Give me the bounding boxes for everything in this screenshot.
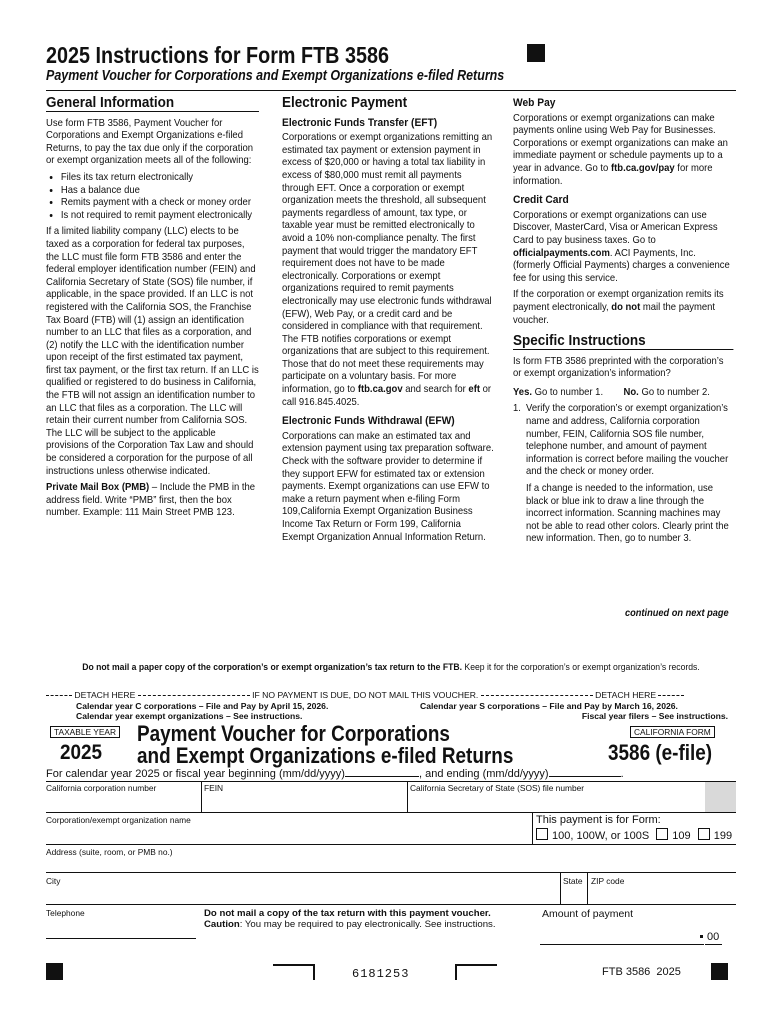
item-1-text-2: If a change is needed to the information, use black or blue ink to draw a line through the incorrect information. Scanning machines may not be able to read other colors. Clearly print the new information. Then, go to number 3. [526,483,729,545]
yes-text: Go to number 1. [531,386,604,398]
sos-file-number-label: California Secretary of State (SOS) file number [410,783,585,793]
registration-mark-right [711,963,728,980]
header-rule [46,90,736,91]
remit-bold: do not [611,301,641,313]
remit-paragraph [513,289,733,327]
eft-text-2: and search for [402,384,469,396]
general-information-column [46,97,259,524]
electronic-payment-heading: Electronic Payment [282,95,408,111]
grid-line [46,872,736,873]
taxable-year: 2025 [60,741,103,764]
payment-form-selector [536,814,732,842]
grid-line [560,872,561,904]
warning-block [204,908,496,930]
notice-bold: Do not mail a paper copy of the corporation’s or exempt organization’s tax return to the FTB. [82,662,463,673]
grid-line [201,781,202,812]
cents-underline [705,944,722,945]
decimal-point [700,935,703,938]
no-label: No. [623,386,639,398]
zip-code-label: ZIP code [591,876,625,886]
detach-here-right: DETACH HERE [595,690,657,700]
form-199-checkbox[interactable] [698,828,710,840]
calendar-exempt-note: Calendar year exempt organizations – See instructions. [76,711,303,721]
telephone-label: Telephone [46,908,85,918]
yes-label: Yes. [513,386,532,398]
instruction-item-1 [513,403,733,546]
web-pay-column [513,97,733,550]
detach-line [46,690,736,700]
yes-no-line [513,387,733,400]
corporation-number-label: California corporation number [46,783,157,793]
voucher-title [137,723,513,767]
period-start-field[interactable] [345,776,419,777]
page-subtitle: Payment Voucher for Corporations and Exempt Organizations e-filed Returns [46,68,505,84]
list-item: • Files its tax return electronically [61,172,259,185]
continued-note: continued on next page [625,607,729,619]
form-109-checkbox[interactable] [656,828,668,840]
eft-text-3: or call 916.845.4025. [282,384,492,408]
general-intro: Use form FTB 3586, Payment Voucher for Corporations and Exempt Organizations e-filed Returns, to pay the tax due only if the corporation or exempt organization meets all of the following: [46,117,253,167]
form-109-label: 109 [672,830,691,842]
web-pay-text-2: for more information. [513,162,713,187]
fein-field[interactable] [204,794,404,811]
california-form-label: CALIFORNIA FORM [630,726,715,738]
shaded-box [705,782,736,812]
fein-label: FEIN [204,783,224,793]
web-pay-heading: Web Pay [513,97,556,109]
grid-line [46,844,736,845]
remit-text: If the corporation or exempt organization remits its payment electronically, [513,289,724,313]
grid-line [46,904,736,905]
city-field[interactable] [46,886,558,903]
corporation-number-field[interactable] [46,794,200,811]
credit-card-heading: Credit Card [513,194,569,207]
list-item: • Remits payment with a check or money order [61,197,259,210]
address-field[interactable] [46,857,736,871]
amount-field[interactable] [540,930,704,945]
web-pay-paragraph [513,113,733,189]
scan-code: 6181253 [352,967,410,981]
state-label: State [563,876,583,886]
pmb-paragraph [46,482,259,520]
scan-bracket-left [273,964,315,980]
pmb-label: Private Mail Box (PMB) [46,482,150,494]
scan-bracket-right [455,964,497,980]
calendar-s-note: Calendar year S corporations – File and Pay by March 16, 2026. [420,701,678,711]
page-title: 2025 Instructions for Form FTB 3586 [46,42,389,68]
tax-period-line[interactable] [46,768,624,780]
payment-form-options [536,828,732,842]
grid-line [46,812,736,813]
state-field[interactable] [563,886,586,903]
form-199-label: 199 [713,830,733,842]
specific-instructions-heading: Specific Instructions [513,335,733,350]
list-item: • Is not required to remit payment electronically [61,210,259,223]
requirements-list [46,172,259,222]
ftb-link[interactable]: ftb.ca.gov [357,384,403,396]
warning-text: Do not mail a copy of the tax return with this payment voucher. [204,908,491,919]
list-item: • Has a balance due [61,185,259,198]
detach-here-left: DETACH HERE [74,690,136,700]
do-not-mail-notice [81,662,702,673]
telephone-field[interactable] [46,918,196,939]
efw-heading: Electronic Funds Withdrawal (EFW) [282,415,455,428]
caution-text: : You may be required to pay electronically. See instructions. [239,919,496,930]
period-start-label: For calendar year 2025 or fiscal year beginning (mm/dd/yyyy) [46,768,345,780]
llc-paragraph: If a limited liability company (LLC) elects to be taxed as a corporation for federal tax purposes, the LLC must file form FTB 3586 and enter the federal employer identification number (FEIN) and California Secretary of State (SOS) file number, if applicable, in the space provided. If an LLC is not registered with the California SOS, the Franchise Tax Board (FTB) will (1) assign an identification number to an LLC that files as a corporation, and (2) notify the LLC with the identification number upon receipt of the first estimated tax payment, first tax payment, or the first tax return. If an LLC is qualified or registered to do business in California, the FTB will not assign an identification number to an LLC that files as a corporation. The LLC will retain their current number from California SOS. The LLC will be subject to the applicable provisions of the Corporation Tax Law and should be considered a corporation for the purpose of all instructions unless otherwise indicated. [46,226,259,477]
calendar-c-note: Calendar year C corporations – File and Pay by April 15, 2026. [76,701,329,711]
eft-text: Corporations or exempt organizations remitting an estimated tax payment or extension payment in excess of $20,000 or having a total tax liability in excess of $80,000 must remit all payments through EFT. Once a corporation or exempt organization meets the threshold, all subsequent payments regardless of amount, tax type, or taxable year must be remitted electronically to avoid a 10% non-compliance penalty. The first payment that would trigger the mandatory EFT requirement does not have to be made electronically. Corporations or exempt organizations required to remit payments electronically may use electronic funds withdrawal (EFW), Web Pay, or a credit card and be considered in compliance with that requirement. The FTB notifies corporations or exempt organizations that are subject to this requirement. Those that do not meet these requirements may participate on a voluntary basis. For more information, go to [282,132,493,396]
item-number: 1. [513,403,521,415]
item-1-text: Verify the corporation’s or exempt organization’s name and address, California corporation number, FEIN, California SOS file number, telephone number, and amount of payment information is correct before mailing the voucher and the check or money order. [526,403,729,478]
fiscal-note: Fiscal year filers – See instructions. [581,711,728,721]
credit-card-paragraph [513,210,733,286]
footer-form-number: FTB 3586 2025 [602,966,681,978]
city-label: City [46,876,61,886]
general-information-heading: General Information [46,97,259,112]
form-100-label: 100, 100W, or 100S [552,830,650,842]
efw-paragraph: Corporations can make an estimated tax and extension payment using tax preparation software. Check with the software provider to determine if they support EFW for estimated tax or extension payments. Exempt organizations can use EFW to make a return payment when e-filing Form 109,California Exempt Organization Business Income Tax Return or Form 199, California Exempt Organization Annual Information Return. [282,430,494,543]
remit-text-2: mail the payment voucher. [513,301,716,326]
eft-paragraph [282,132,495,409]
period-end-label: , and ending (mm/dd/yyyy) [418,768,549,780]
web-pay-text: Corporations or exempt organizations can make payments online using Web Pay for Businesses. Corporations or exempt organizations can make an immediate payment or schedule payments up to a year in advance. Go to [513,112,728,174]
grid-line [46,781,736,782]
electronic-payment-column [282,97,495,548]
form-number: 3586 (e-file) [608,740,713,765]
eft-search-term: eft [468,384,481,396]
organization-name-field[interactable] [46,826,530,843]
voucher-title-line-2: and Exempt Organizations e-filed Returns [137,743,514,768]
grid-line [407,781,408,812]
sos-file-number-field[interactable] [410,794,702,811]
amount-cents: 00 [707,931,720,943]
caution-label: Caution [204,919,240,930]
zip-code-field[interactable] [591,886,735,903]
registration-mark [527,44,545,62]
official-payments-link[interactable]: officialpayments.com [513,247,610,259]
eft-heading: Electronic Funds Transfer (EFT) [282,116,438,129]
credit-text-2: . ACI Payments, Inc. (formerly Official Payments) charges a convenience fee for using this service. [513,247,730,284]
address-label: Address (suite, room, or PMB no.) [46,847,173,857]
no-payment-notice: IF NO PAYMENT IS DUE, DO NOT MAIL THIS VOUCHER. [252,690,479,700]
grid-line [587,872,588,904]
form-100-checkbox[interactable] [536,828,548,840]
period-end-dot: . [620,768,624,780]
credit-text: Corporations or exempt organizations can use Discover, MasterCard, Visa or American Express Card to pay business taxes. Go to [513,209,718,246]
amount-label: Amount of payment [542,908,634,920]
caution-line [204,919,496,930]
specific-question: Is form FTB 3586 preprinted with the corporation’s or exempt organization’s information? [513,355,724,380]
voucher-title-line-1: Payment Voucher for Corporations [137,721,450,746]
organization-name-label: Corporation/exempt organization name [46,815,191,825]
pmb-text: – Include the PMB in the address field. Write “PMB” first, then the box number. Example: 111 Main Street PMB 123. [46,482,256,519]
taxable-year-label: TAXABLE YEAR [50,726,120,738]
ftb-pay-link[interactable]: ftb.ca.gov/pay [610,162,675,174]
payment-for-label: This payment is for Form: [536,814,661,826]
registration-mark-left [46,963,63,980]
period-end-field[interactable] [549,776,621,777]
no-text: Go to number 2. [638,386,710,398]
grid-line [532,812,533,844]
notice-rest: Keep it for the corporation’s or exempt organization’s records. [462,662,700,673]
